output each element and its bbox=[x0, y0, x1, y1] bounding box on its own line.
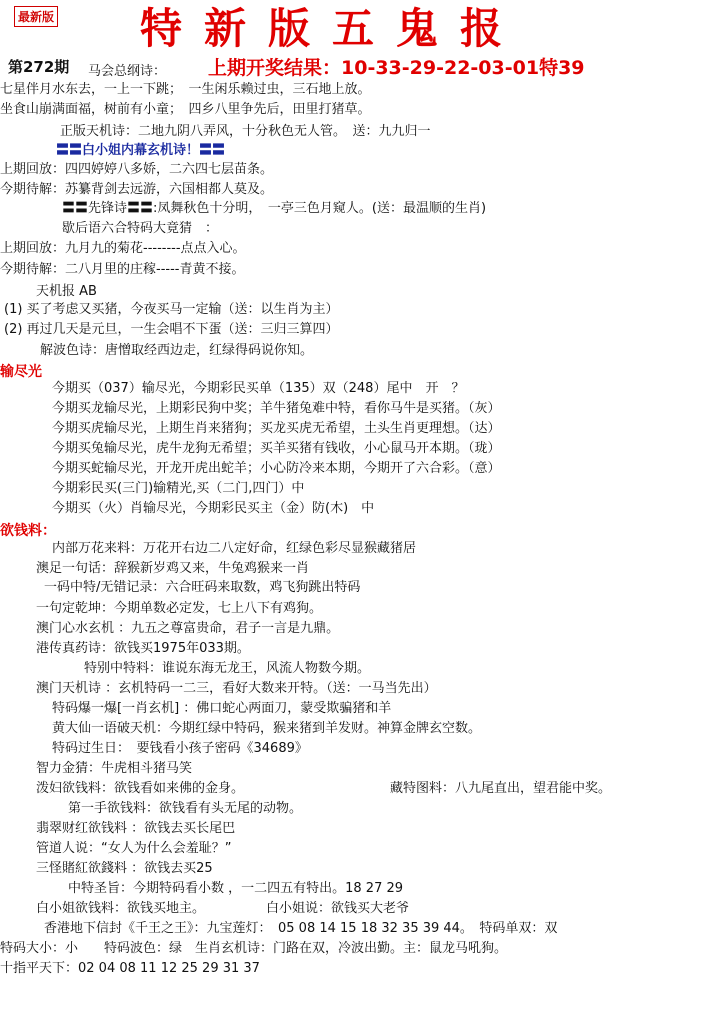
text-line: 智力金猜：牛虎相斗猪马笑 bbox=[36, 761, 193, 776]
text-line: 特码大小：小 特码波色：绿 生肖玄机诗：门路在双，冷波出勤。主：鼠龙马吼狗。 bbox=[0, 941, 508, 956]
text-line: 今期买（火）肖输尽光，今期彩民买主（金）防(木) 中 bbox=[52, 501, 375, 516]
text-line: 澳门心水玄机 ：九五之尊富贵命，君子一言是九鼎。 bbox=[36, 621, 340, 636]
text-line: 今期买虎输尽光，上期生肖来猪狗；买龙买虎无希望，土头生肖更理想。（达） bbox=[52, 421, 501, 436]
text-line: 港传真药诗：欲钱买1975年033期。 bbox=[36, 641, 250, 656]
text-line: 今期待解：二八月里的庄稼-----青黄不接。 bbox=[0, 262, 245, 277]
text-line: 今期买兔输尽光，虎牛龙狗无希望；买羊买猪有钱收，小心鼠马开本期。（珑） bbox=[52, 441, 501, 456]
text-line: 管道人说：“女人为什么会羞耻？” bbox=[36, 841, 232, 856]
text-line: 内部万花来料：万花开右边二八定好命，红绿色彩尽显猴藏猪居 bbox=[52, 541, 417, 556]
text-line: 解波色诗：唐憎取经西边走，红绿得码说你知。 bbox=[40, 343, 314, 358]
text-line: 坐食山崩满面福，树前有小童； 四乡八里争先后，田里打猪草。 bbox=[0, 102, 371, 117]
text-line: 翡翠财红欲钱料 ：欲钱去买长尾巴 bbox=[36, 821, 236, 836]
text-line: 马会总纲诗： bbox=[88, 64, 167, 79]
text-line: 澳足一句话：辞猴新岁鸡又来，牛兔鸡猴来一肖 bbox=[36, 561, 310, 576]
section-heading: 欲钱料： bbox=[0, 523, 56, 539]
text-line: 三怪賭紅欲錢料 ：欲钱去买25 bbox=[36, 861, 213, 876]
text-line: 特别中特料：谁说东海无龙王，风流人物数今期。 bbox=[84, 661, 371, 676]
latest-edition-badge: 最新版 bbox=[14, 6, 58, 27]
issue-number: 第272期 bbox=[8, 58, 70, 76]
text-line: 黄大仙一语破天机：今期红绿中特码，猴来猪到羊发财。神算金牌玄空数。 bbox=[52, 721, 482, 736]
text-line: 泼妇欲钱料：欲钱看如来佛的金身。 bbox=[36, 781, 245, 796]
text-line: 香港地下信封《千王之王》：九宝莲灯： 05 08 14 15 18 32 35 39 44。 特码单双：双 bbox=[44, 921, 558, 936]
text-line: (2) 再过几天是元旦，一生会唱不下蛋（送：三归三算四） bbox=[4, 322, 339, 337]
text-line: 一码中特/无错记录：六合旺码来取数，鸡飞狗跳出特码 bbox=[44, 580, 361, 595]
page-title: 特新版五鬼报 bbox=[140, 4, 525, 53]
last-draw-result: 上期开奖结果：10-33-29-22-03-01特39 bbox=[208, 57, 585, 79]
text-line: 上期回放：四四婷婷八多娇，二六四七层苗条。 bbox=[0, 162, 274, 177]
text-line: 十指平天下：02 04 08 11 12 25 29 31 37 bbox=[0, 961, 260, 976]
text-line: (1) 买了考虑又买猪，今夜买马一定输（送：以生肖为主） bbox=[4, 302, 339, 317]
text-line: 特码过生日： 要钱看小孩子密码《34689》 bbox=[52, 741, 308, 756]
text-line: 藏特图料：八九尾直出，望君能中奖。 bbox=[390, 781, 612, 796]
text-line: 澳门天机诗 ：玄机特码一二三，看好大数来开特。（送：一马当先出） bbox=[36, 681, 437, 696]
text-line: 今期待解：苏纂背剑去远游，六国相都人莫及。 bbox=[0, 182, 274, 197]
text-line: 今期买蛇输尽光，开龙开虎出蛇羊；小心防冷来本期，今期开了六合彩。（意） bbox=[52, 461, 501, 476]
text-line: 白小姐欲钱料：欲钱买地主。 bbox=[36, 901, 206, 916]
text-line: 〓〓白小姐内幕玄机诗！〓〓 bbox=[56, 143, 226, 158]
text-line: 白小姐说：欲钱买大老爷 bbox=[266, 901, 410, 916]
text-line: 天机报 AB bbox=[36, 284, 97, 299]
text-line: 〓〓先锋诗〓〓:凤舞秋色十分明， 一亭三色月窥人。(送：最温顺的生肖) bbox=[62, 201, 487, 216]
text-line: 今期买龙输尽光，上期彩民狗中奖；羊牛猪兔难中特，看你马牛是买猪。（灰） bbox=[52, 401, 501, 416]
section-heading: 输尽光 bbox=[0, 364, 42, 380]
text-line: 今期买（037）输尽光，今期彩民买单（135）双（248）尾中 开 ？ bbox=[52, 381, 465, 396]
text-line: 第一手欲钱料：欲钱看有头无尾的动物。 bbox=[68, 801, 303, 816]
text-line: 七星伴月水东去，一上一下跳； 一生闲乐赖过虫，三石地上放。 bbox=[0, 82, 371, 97]
text-line: 中特圣旨：今期特码看小数 ，一二四五有特出。18 27 29 bbox=[68, 881, 404, 896]
text-line: 正版天机诗：二地九阴八弄风，十分秋色无人管。 送：九九归一 bbox=[60, 124, 431, 139]
text-line: 上期回放：九月九的菊花--------点点入心。 bbox=[0, 241, 246, 256]
text-line: 特码爆一爆[一肖玄机] ：佛口蛇心两面刀，蒙受欺骗猪和羊 bbox=[52, 701, 392, 716]
text-line: 歇后语六合特码大竟猜 ： bbox=[62, 221, 219, 236]
text-line: 一句定乾坤：今期单数必定发，七上八下有鸡狗。 bbox=[36, 601, 323, 616]
text-line: 今期彩民买(三门)输精光,买（二门,四门）中 bbox=[52, 481, 305, 496]
